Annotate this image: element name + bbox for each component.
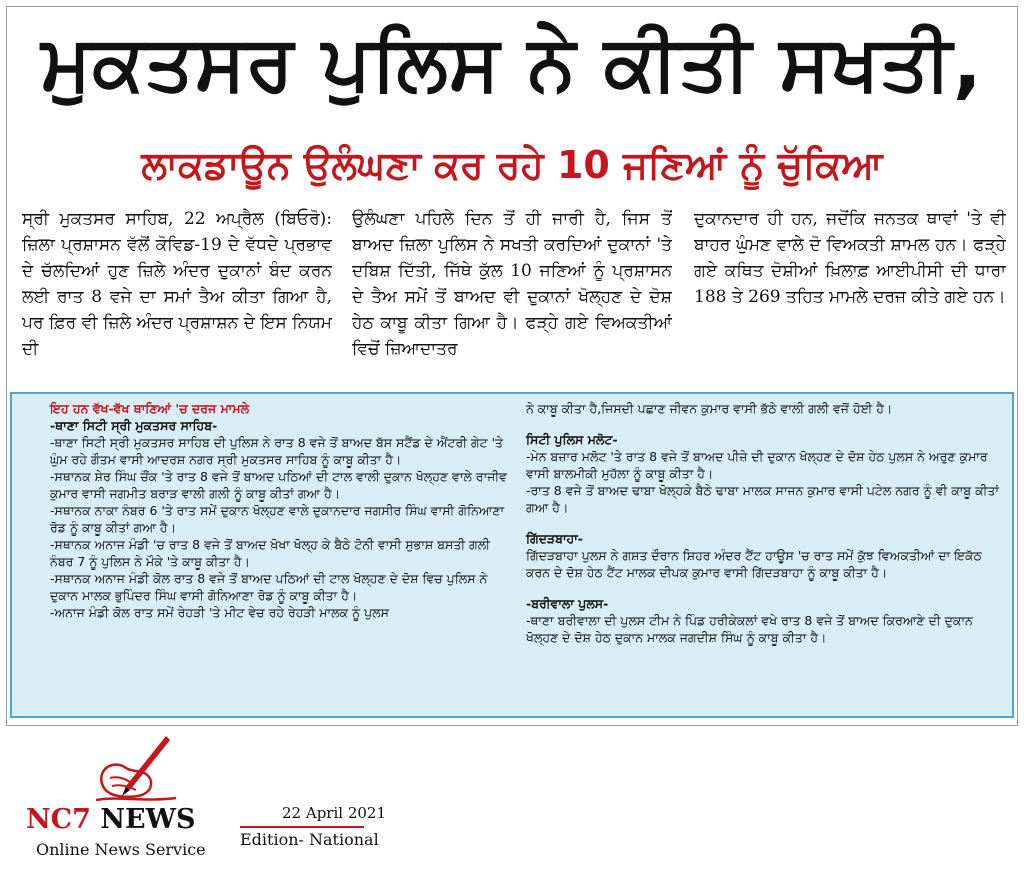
case-item: -ਥਾਣਾ ਸਿਟੀ ਸ੍ਰੀ ਮੁਕਤਸਰ ਸਾਹਿਬ ਦੀ ਪੁਲਿਸ ਨੇ ਰਾਤ 8 ਵਜੇ ਤੋਂ ਬਾਅਦ ਬੱਸ ਸਟੈਂਡ ਦੇ ਐਂਟਰੀ ਗੇਟ 'ਤੇ ਘੁੰਮ ਰਹੇ ਗੌਤਮ ਵਾਸੀ ਆਦਰਸ਼ ਨਗਰ ਸ੍ਰੀ ਮੁਕਤਸਰ ਸਾਹਿਬ ਨੂੰ ਕਾਬੂ ਕੀਤਾ ਹੈ। — [50, 435, 504, 467]
publication-date: 22 April 2021 — [282, 804, 386, 822]
section-head: -ਥਾਣਾ ਸਿਟੀ ਸ੍ਰੀ ਮੁਕਤਸਰ ਸਾਹਿਬ- — [50, 418, 218, 433]
case-item: ਨੇ ਕਾਬੂ ਕੀਤਾ ਹੈ,ਜਿਸਦੀ ਪਛਾਣ ਜੀਵਨ ਕੁਮਾਰ ਵਾਸੀ ਭੱਠੇ ਵਾਲੀ ਗਲੀ ਵਜੋਂ ਹੋਈ ਹੈ। — [526, 401, 893, 416]
case-item: -ਸਥਾਨਕ ਅਨਾਜ ਮੰਡੀ 'ਚ ਰਾਤ 8 ਵਜੇ ਤੋਂ ਬਾਅਦ ਖ਼ੋਖਾ ਖੋਲ੍ਹ ਕੇ ਬੈਠੇ ਟੋਨੀ ਵਾਸੀ ਸੁਭਾਸ਼ ਬਸਤੀ ਗਲੀ ਨੰਬਰ 7 ਨੂੰ ਪੁਲਿਸ ਨੇ ਮੌਕੇ 'ਤੇ ਕਾਬੂ ਕੀਤਾ ਹੈ। — [50, 537, 490, 569]
cases-right-column — [526, 400, 1006, 646]
headline: ਮੁਕਤਸਰ ਪੁਲਿਸ ਨੇ ਕੀਤੀ ਸਖਤੀ, — [41, 18, 983, 107]
case-item: -ਸਥਾਨਕ ਅਨਾਜ ਮੰਡੀ ਕੋਲ ਰਾਤ 8 ਵਜੇ ਤੋਂ ਬਾਅਦ ਪਠਿਆਂ ਦੀ ਟਾਲ ਖੋਲ੍ਹਣ ਦੇ ਦੋਸ਼ ਵਿਚ ਪੁਲਿਸ ਨੇ ਦੁਕਾਨ ਮਾਲਕ ਭੁਪਿੰਦਰ ਸਿੰਘ ਵਾਸੀ ਗੋਨਿਆਣਾ ਰੋਡ ਨੂੰ ਕਾਬੂ ਕੀਤਾ ਹੈ। — [50, 571, 488, 603]
case-item: ਗਿੱਦੜਬਾਹਾ ਪੁਲਸ ਨੇ ਗਸ਼ਤ ਦੌਰਾਨ ਸ਼ਿਹਰ ਅੰਦਰ ਟੈਂਟ ਹਾਊਸ 'ਚ ਰਾਤ ਸਮੇਂ ਕੁੱਝ ਵਿਅਕਤੀਆਂ ਦਾ ਇਕੱਠ ਕਰਨ ਦੇ ਦੋਸ਼ ਹੇਠ ਟੈਂਟ ਮਾਲਕ ਦੀਪਕ ਕੁਮਾਰ ਵਾਸੀ ਗਿੱਦੜਬਾਹਾ ਨੂੰ ਕਾਬੂ ਕੀਤਾ ਹੈ। — [526, 548, 982, 580]
brand-tagline: Online News Service — [36, 840, 206, 859]
cases-left-column — [50, 400, 510, 621]
brand-news: NEWS — [90, 804, 196, 835]
section-head: ਸਿਟੀ ਪੁਲਿਸ ਮਲੋਟ- — [526, 432, 618, 447]
case-item: -ਸਥਾਨਕ ਸ਼ੇਰ ਸਿੰਘ ਚੌਂਕ 'ਤੇ ਰਾਤ 8 ਵਜੇ ਤੋਂ ਬਾਅਦ ਪਠਿਆਂ ਦੀ ਟਾਲ ਵਾਲੀ ਦੁਕਾਨ ਖੋਲ੍ਹਣ ਵਾਲੇ ਰਾਜੀਵ ਕੁਮਾਰ ਵਾਸੀ ਜਗਮੀਤ ਬਰਾੜ ਵਾਲੀ ਗਲੀ ਨੂੰ ਕਾਬੂ ਕੀਤਾਂ ਗਆ ਹੈ। — [50, 469, 507, 501]
section-head: ਗਿੱਦੜਬਾਹਾ- — [526, 531, 583, 546]
date-divider — [240, 826, 364, 828]
case-item: -ਰਾਤ 8 ਵਜੇ ਤੋਂ ਬਾਅਦ ਢਾਬਾ ਖੋਲ੍ਹਕੇ ਬੈਠੇ ਢਾਬਾ ਮਾਲਕ ਸਾਜਨ ਕੁਮਾਰ ਵਾਸੀ ਪਟੇਲ ਨਗਰ ਨੂੰ ਵੀ ਕਾਬੂ ਕੀਤਾਂ ਗਆ ਹੈ। — [526, 483, 999, 515]
case-item: -ਸਥਾਨਕ ਨਾਕਾ ਨੰਬਰ 6 'ਤੇ ਰਾਤ ਸਮੇਂ ਦੁਕਾਨ ਖੋਲ੍ਹਣ ਵਾਲੇ ਦੁਕਾਨਦਾਰ ਜਗਸੀਰ ਸਿੰਘ ਵਾਸੀ ਗੋਨਿਆਣਾ ਰੋਡ ਨੂੰ ਕਾਬੂ ਕੀਤਾਂ ਗਆ ਹੈ। — [50, 503, 505, 535]
case-item: -ਮੇਨ ਬਜ਼ਾਰ ਮਲੋਟ 'ਤੇ ਰਾਤ 8 ਵਜੇ ਤੋਂ ਬਾਅਦ ਪੀਜ਼ੇ ਦੀ ਦੁਕਾਨ ਖੋਲ੍ਹਣ ਦੇ ਦੋਸ਼ ਹੇਠ ਪੁਲਸ ਨੇ ਅਰੁਣ ਕੁਮਾਰ ਵਾਸੀ ਬਾਲਮੀਕੀ ਮੁਹੱਲਾ ਨੂੰ ਕਾਬੂ ਕੀਤਾ ਹੈ। — [526, 449, 988, 481]
cases-info-box — [10, 392, 1014, 718]
box-title: ਇਹ ਹਨ ਵੱਖ-ਵੱਖ ਥਾਣਿਆਂ 'ਚ ਦਰਜ ਮਾਮਲੇ — [50, 401, 250, 416]
edition-label: Edition- National — [240, 830, 379, 849]
case-item: -ਅਨਾਜ ਮੰਡੀ ਕੋਲ ਰਾਤ ਸਮੇਂ ਰੇਹੜੀ 'ਤੇ ਮੀਟ ਵੇਚ ਰਹੇ ਰੇਹੜੀ ਮਾਲਕ ਨੂੰ ਪੁਲਸ — [50, 605, 389, 620]
article-column-3: ਦੁਕਾਨਦਾਰ ਹੀ ਹਨ, ਜਦੋਂਕਿ ਜਨਤਕ ਥਾਵਾਂ 'ਤੇ ਵੀ ਬਾਹਰ ਘੁੰਮਣ ਵਾਲੇ ਦੋ ਵਿਅਕਤੀ ਸ਼ਾਮਲ ਹਨ। ਫੜ੍ਹੇ ਗਏ ਕਥਿਤ ਦੋਸ਼ੀਆਂ ਖ਼ਿਲਾਫ਼ ਆਈਪੀਸੀ ਦੀ ਧਾਰਾ 188 ਤੇ 269 ਤਹਿਤ ਮਾਮਲੇ ਦਰਜ ਕੀਤੇ ਗਏ ਹਨ। — [694, 209, 1006, 307]
article-column-1: ਸ੍ਰੀ ਮੁਕਤਸਰ ਸਾਹਿਬ, 22 ਅਪ੍ਰੈਲ (ਬਿਓਰੋ): ਜ਼ਿਲਾ ਪ੍ਰਸ਼ਾਸਨ ਵੱਲੋਂ ਕੋਵਿਡ-19 ਦੇ ਵੱਧਦੇ ਪ੍ਰਭਾਵ ਦੇ ਚੱਲਦਿਆਂ ਹੁਣ ਜ਼ਿਲੇ ਅੰਦਰ ਦੁਕਾਨਾਂ ਬੰਦ ਕਰਨ ਲਈ ਰਾਤ 8 ਵਜੇ ਦਾ ਸਮਾਂ ਤੈਅ ਕੀਤਾ ਗਿਆ ਹੈ, ਪਰ ਫ਼ਿਰ ਵੀ ਜ਼ਿਲੇ ਅੰਦਰ ਪ੍ਰਸ਼ਾਸ਼ਨ ਦੇ ਇਸ ਨਿਯਮ ਦੀ — [22, 209, 332, 359]
article-column-2: ਉਲੰਘਣਾ ਪਹਿਲੇ ਦਿਨ ਤੋਂ ਹੀ ਜਾਰੀ ਹੈ, ਜਿਸ ਤੋਂ ਬਾਅਦ ਜ਼ਿਲਾ ਪੁਲਿਸ ਨੇ ਸਖਤੀ ਕਰਦਿਆਂ ਦੁਕਾਨਾਂ 'ਤੇ ਦਬਿਸ਼ ਦਿੱਤੀ, ਜਿੱਥੇ ਕੁੱਲ 10 ਜਣਿਆਂ ਨੂੰ ਪ੍ਰਸ਼ਾਸਨ ਦੇ ਤੈਅ ਸਮੇਂ ਤੋਂ ਬਾਅਦ ਵੀ ਦੁਕਾਨਾਂ ਖੋਲ੍ਹਣ ਦੇ ਦੋਸ਼ ਹੇਠ ਕਾਬੂ ਕੀਤਾ ਗਿਆ ਹੈ। ਫੜ੍ਹੇ ਗਏ ਵਿਅਕਤੀਆਂ ਵਿਚੋਂ ਜ਼ਿਆਦਾਤਰ — [352, 209, 672, 359]
section-head: -ਬਰੀਵਾਲਾ ਪੁਲਸ- — [526, 596, 609, 611]
case-item: -ਥਾਣਾ ਬਰੀਵਾਲਾ ਦੀ ਪੁਲਸ ਟੀਮ ਨੇ ਪਿੰਡ ਹਰੀਕੇਕਲਾਂ ਵਖੇ ਰਾਤ 8 ਵਜੇ ਤੋਂ ਬਾਅਦ ਕਿਰਆਣੇ ਦੀ ਦੁਕਾਨ ਖੋਲ੍ਹਣ ਦੇ ਦੋਸ਼ ਹੇਠ ਦੁਕਾਨ ਮਾਲਕ ਜਗਦੀਸ਼ ਸਿੰਘ ਨੂੰ ਕਾਬੂ ਕੀਤਾ ਹੈ। — [526, 613, 973, 645]
brand-nc7: NC7 — [26, 804, 91, 835]
article-body — [22, 206, 1006, 390]
subheadline: ਲਾਕਡਾਊਨ ਉਲੰਘਣਾ ਕਰ ਰਹੇ 10 ਜਣਿਆਂ ਨੂੰ ਚੁੱਕਿਆ — [141, 143, 883, 187]
hand-writing-pen-icon — [96, 734, 182, 806]
brand-logo-text — [26, 804, 195, 835]
footer — [0, 726, 1024, 885]
